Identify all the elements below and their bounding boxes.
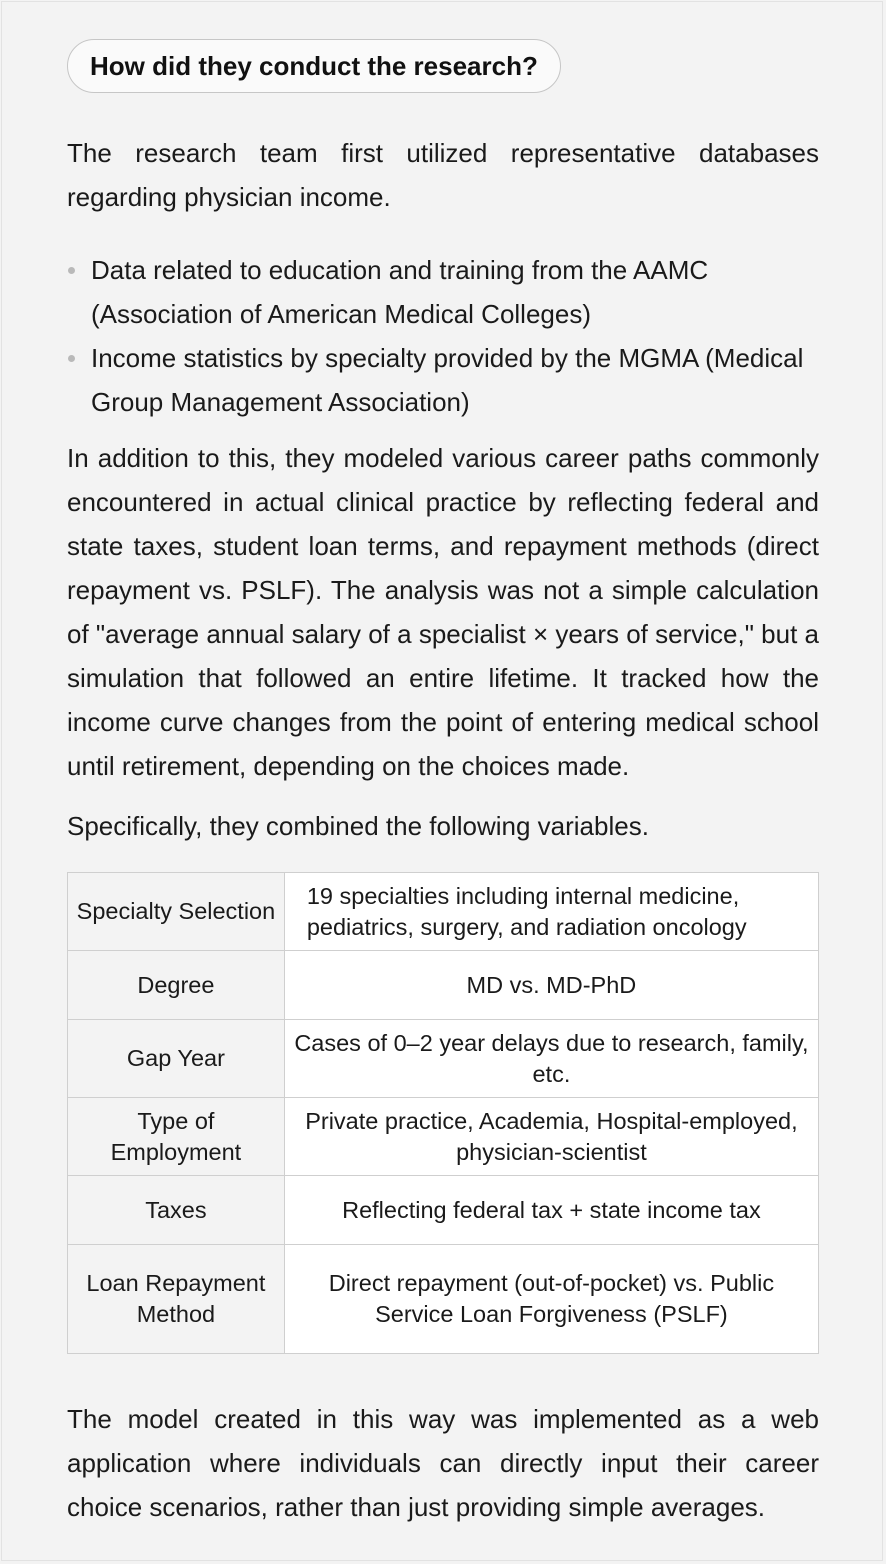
table-row (68, 951, 819, 1020)
variable-description: Cases of 0–2 year delays due to research, family, etc. (284, 1020, 818, 1098)
intro-paragraph: The research team first utilized representative databases regarding physician income. (67, 138, 819, 212)
list-item-text: Data related to education and training from the AAMC (Association of American Medical Colleges) (91, 255, 709, 329)
variable-description: Direct repayment (out-of-pocket) vs. Public Service Loan Forgiveness (PSLF) (284, 1245, 818, 1354)
list-item (67, 336, 819, 424)
variables-intro: Specifically, they combined the following variables. (67, 811, 649, 841)
bullet-dot-icon (68, 355, 75, 362)
data-source-list (67, 248, 819, 424)
variable-name: Type of Employment (68, 1098, 285, 1176)
list-item-text: Income statistics by specialty provided by the MGMA (Medical Group Management Association) (91, 343, 804, 417)
variable-name: Specialty Selection (68, 873, 285, 951)
list-item (67, 248, 819, 336)
method-paragraph: In addition to this, they modeled various career paths commonly encountered in actual clinical practice by reflecting federal and state taxes, student loan terms, and repayment methods (direct repayment vs. PSLF). The analysis was not a simple calculation of "average annual salary of a specialist × years of service," but a simulation that followed an entire lifetime. It tracked how the income curve changes from the point of entering medical school until retirement, depending on the choices made. (67, 443, 819, 781)
variable-description: Reflecting federal tax + state income tax (284, 1176, 818, 1245)
variable-name: Degree (68, 951, 285, 1020)
variable-name: Gap Year (68, 1020, 285, 1098)
table-row (68, 1020, 819, 1098)
table-row (68, 1245, 819, 1354)
section-heading-pill: How did they conduct the research? (67, 39, 561, 93)
variable-name: Taxes (68, 1176, 285, 1245)
bullet-dot-icon (68, 267, 75, 274)
table-row (68, 1176, 819, 1245)
variables-table (67, 872, 819, 1354)
conclusion-paragraph: The model created in this way was implemented as a web application where individuals can directly input their career choice scenarios, rather than just providing simple averages. (67, 1404, 819, 1522)
variable-description: MD vs. MD-PhD (284, 951, 818, 1020)
variable-name: Loan Repayment Method (68, 1245, 285, 1354)
table-row (68, 1098, 819, 1176)
variable-description: Private practice, Academia, Hospital-employed, physician-scientist (284, 1098, 818, 1176)
table-row (68, 873, 819, 951)
variable-description: 19 specialties including internal medicine, pediatrics, surgery, and radiation oncology (284, 873, 818, 951)
